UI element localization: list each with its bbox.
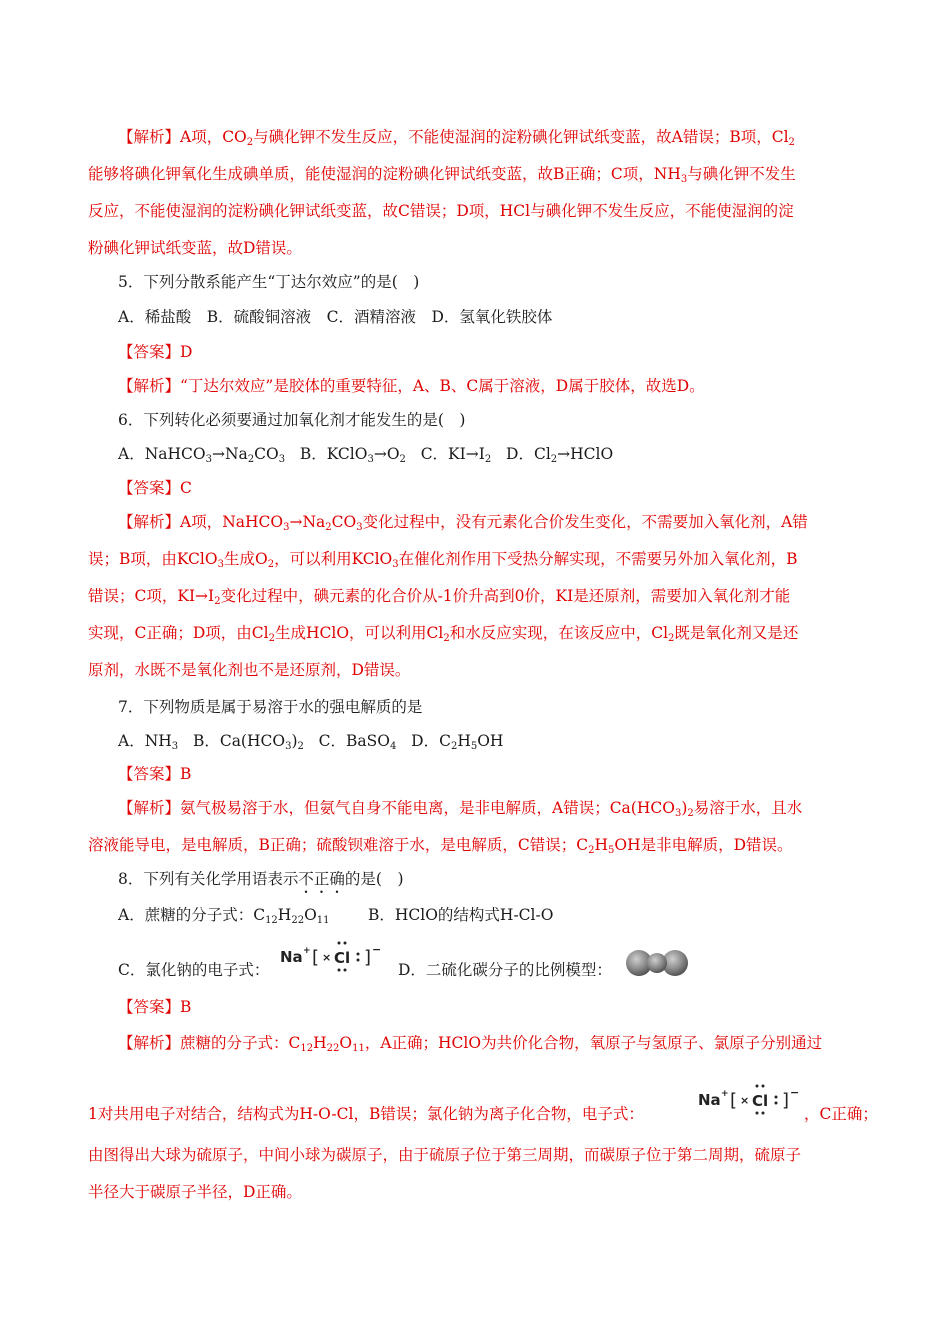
q8-stem — [118, 868, 404, 897]
q5-options: A．稀盐酸 B．硫酸铜溶液 C．酒精溶液 D．氢氧化铁胶体 — [118, 308, 553, 326]
q4-analysis-line-4: 粉碘化钾试纸变蓝，故D错误。 — [88, 239, 302, 257]
q8-option-b: B．HClO的结构式H-Cl-O — [368, 906, 554, 924]
text: ，A正确；HClO为共价化合物，氧原子与氢原子、氯原子分别通过 — [364, 1034, 823, 1052]
text: ) — [681, 799, 688, 817]
text: B．Ca(HCO — [192, 732, 286, 750]
cs2-model-icon — [624, 948, 690, 978]
q6-analysis-line-4 — [88, 622, 798, 644]
q7-analysis-line-2 — [88, 834, 793, 856]
text: 8．下列有关化学用语表示 — [118, 870, 299, 888]
text: C．BaSO — [318, 732, 390, 750]
text: O — [339, 1034, 353, 1052]
text: 误；B项，由KClO — [88, 550, 218, 568]
cross-electron: × — [322, 951, 332, 964]
sub: 3 — [356, 522, 363, 533]
q8-options-ab — [118, 904, 330, 926]
minus-sign: − — [790, 1086, 800, 1099]
text: ，可以利用KClO — [274, 550, 393, 568]
sub: 2 — [484, 454, 492, 465]
cross-electron: × — [740, 1094, 750, 1107]
q7-answer: 【答案】B — [118, 765, 192, 783]
sub: 3 — [674, 808, 682, 819]
dot — [756, 1112, 759, 1115]
text: 错误；C项，KI→I — [88, 587, 215, 605]
text: H — [277, 906, 292, 924]
q8-option-d: D．二硫化碳分子的比例模型： — [398, 961, 612, 979]
sub: 2 — [588, 845, 595, 856]
q6-options — [118, 443, 613, 465]
q5-analysis: 【解析】“丁达尔效应”是胶体的重要特征，A、B、C属于溶液，D属于胶体，故选D。 — [118, 377, 705, 395]
sub: 3 — [680, 174, 688, 185]
dot — [338, 942, 341, 945]
sub: 3 — [367, 454, 374, 465]
sub: 22 — [291, 915, 305, 926]
text: 【解析】A项，NaHCO — [118, 513, 284, 531]
text: 与碘化钾不发生反应，不能使湿润的淀粉碘化钾试纸变蓝，故A错误；B项，Cl — [253, 128, 789, 146]
dot — [762, 1085, 765, 1088]
text: B．KClO — [299, 445, 368, 463]
sub: 12 — [300, 1043, 314, 1054]
text: 实现，C正确；D项，由Cl — [88, 624, 269, 642]
sub: 2 — [687, 808, 694, 819]
text: 既是氧化剂又是还 — [674, 624, 799, 642]
sub: 2 — [788, 137, 795, 148]
dot — [357, 953, 360, 956]
q8-analysis-line-2b: ，C正确； — [804, 1105, 878, 1123]
text: →HClO — [557, 445, 614, 463]
sub: 5 — [608, 845, 615, 856]
sub: 2 — [247, 454, 255, 465]
text: OH是非电解质，D错误。 — [614, 836, 793, 854]
bracket-left: [ — [730, 1090, 738, 1111]
text: A．NH — [118, 732, 172, 750]
sub: 3 — [171, 741, 179, 752]
dot — [344, 942, 347, 945]
dot — [344, 969, 347, 972]
sub: 2 — [443, 633, 450, 644]
sub: 11 — [352, 1043, 365, 1054]
sub: 12 — [265, 915, 278, 926]
cl-symbol: Cl — [752, 1092, 769, 1110]
text: D．Cl — [506, 445, 551, 463]
dot — [775, 1096, 778, 1099]
sub: 2 — [325, 522, 332, 533]
q8-answer: 【答案】B — [118, 998, 192, 1016]
carbon-atom — [647, 953, 667, 973]
text: OH — [477, 732, 504, 750]
text: D．C — [411, 732, 451, 750]
text: 和水反应实现，在该反应中，Cl — [449, 624, 669, 642]
q6-answer: 【答案】C — [118, 479, 192, 497]
text: 能够将碘化钾氧化生成碘单质，能使湿润的淀粉碘化钾试纸变蓝，故B正确；C项，NH — [88, 165, 681, 183]
q7-stem: 7．下列物质是属于易溶于水的强电解质的是 — [118, 698, 423, 716]
plus-sign: + — [721, 1089, 729, 1099]
text: →Na — [211, 445, 248, 463]
text: 【解析】A项，CO — [118, 128, 247, 146]
dot — [756, 1085, 759, 1088]
sub: 22 — [326, 1043, 340, 1054]
dot — [775, 1102, 778, 1105]
sub: 2 — [268, 633, 275, 644]
q6-analysis-line-3 — [88, 585, 790, 607]
sub: 3 — [278, 454, 286, 465]
q5-stem: 5．下列分散系能产生“丁达尔效应”的是( ) — [118, 273, 420, 291]
q6-analysis-line-2 — [88, 548, 798, 570]
text: 的是( ) — [344, 870, 404, 888]
text: 与碘化钾不发生 — [687, 165, 796, 183]
sub: 4 — [389, 741, 397, 752]
q8-analysis-line-2a: 1对共用电子对结合，结构式为H-O-Cl，B错误；氯化钠为离子化合物，电子式： — [88, 1105, 644, 1123]
text: 【解析】蔗糖的分子式：C — [118, 1034, 301, 1052]
text: C．KI→I — [420, 445, 485, 463]
bracket-right: ] — [364, 947, 372, 968]
dot — [338, 969, 341, 972]
text: A．NaHCO — [118, 445, 206, 463]
text: ) — [291, 732, 298, 750]
q7-analysis-line-1 — [118, 797, 802, 819]
emphasis-text: 不正确 — [298, 870, 345, 888]
nacl-electron-formula — [278, 937, 382, 977]
text: 变化过程中，没有元素化合价发生变化，不需要加入氧化剂，A错 — [362, 513, 808, 531]
cl-symbol: Cl — [334, 949, 351, 967]
sub: 11 — [316, 915, 330, 926]
text: H — [594, 836, 609, 854]
sub: 2 — [550, 454, 558, 465]
na-symbol: Na — [280, 948, 303, 966]
sub: 2 — [668, 633, 675, 644]
text: →Na — [289, 513, 326, 531]
text: CO — [331, 513, 357, 531]
plus-sign: + — [303, 946, 311, 956]
sub: 3 — [285, 741, 292, 752]
text: CO — [254, 445, 279, 463]
bracket-left: [ — [312, 947, 320, 968]
minus-sign: − — [372, 943, 382, 956]
sub: 3 — [217, 559, 224, 570]
q6-stem: 6．下列转化必须要通过加氧化剂才能发生的是( ) — [118, 411, 466, 429]
text: 溶液能导电，是电解质，B正确；硫酸钡难溶于水，是电解质，C错误；C — [88, 836, 589, 854]
q7-options — [118, 730, 503, 752]
sub: 2 — [214, 596, 221, 607]
q8-analysis-line-3: 由图得出大球为硫原子，中间小球为碳原子，由于硫原子位于第三周期，而碳原子位于第二周期，硫原子 — [88, 1146, 802, 1164]
sub: 5 — [470, 741, 478, 752]
q6-analysis-line-5: 原剂，水既不是氧化剂也不是还原剂，D错误。 — [88, 661, 411, 679]
q6-analysis-line-1 — [118, 511, 808, 533]
sub: 3 — [205, 454, 212, 465]
text: 生成O — [223, 550, 268, 568]
text: 【解析】氨气极易溶于水，但氨气自身不能电离，是非电解质，A错误；Ca(HCO — [118, 799, 675, 817]
sub: 2 — [267, 559, 275, 570]
nacl-electron-formula-2 — [696, 1080, 800, 1120]
text: 易溶于水，且水 — [693, 799, 803, 817]
q4-analysis-line-1 — [118, 126, 795, 148]
q8-analysis-line-4: 半径大于碳原子半径，D正确。 — [88, 1183, 302, 1201]
na-symbol: Na — [698, 1091, 721, 1109]
text: 变化过程中，碘元素的化合价从-1价升高到0价，KI是还原剂，需要加入氧化剂才能 — [220, 587, 791, 605]
q4-analysis-line-2 — [88, 163, 796, 185]
text: H — [313, 1034, 327, 1052]
q8-analysis-line-1 — [118, 1032, 822, 1054]
q4-analysis-line-3: 反应，不能使湿润的淀粉碘化钾试纸变蓝，故C错误；D项，HCl与碘化钾不发生反应，不能使湿润的淀 — [88, 202, 794, 220]
text: →O — [373, 445, 400, 463]
text: 生成HClO，可以利用Cl — [274, 624, 444, 642]
q8-option-c: C．氯化钠的电子式： — [118, 961, 270, 979]
text: O — [304, 906, 317, 924]
bracket-right: ] — [782, 1090, 790, 1111]
dot — [762, 1112, 765, 1115]
dot — [357, 959, 360, 962]
sub: 2 — [399, 454, 406, 465]
sub: 2 — [246, 137, 254, 148]
sub: 2 — [297, 741, 304, 752]
text: A．蔗糖的分子式：C — [118, 906, 266, 924]
q5-answer: 【答案】D — [118, 343, 193, 361]
sub: 3 — [283, 522, 290, 533]
sub: 2 — [450, 741, 458, 752]
sub: 3 — [392, 559, 399, 570]
text: H — [457, 732, 471, 750]
text: 在催化剂作用下受热分解实现，不需要另外加入氧化剂，B — [398, 550, 798, 568]
